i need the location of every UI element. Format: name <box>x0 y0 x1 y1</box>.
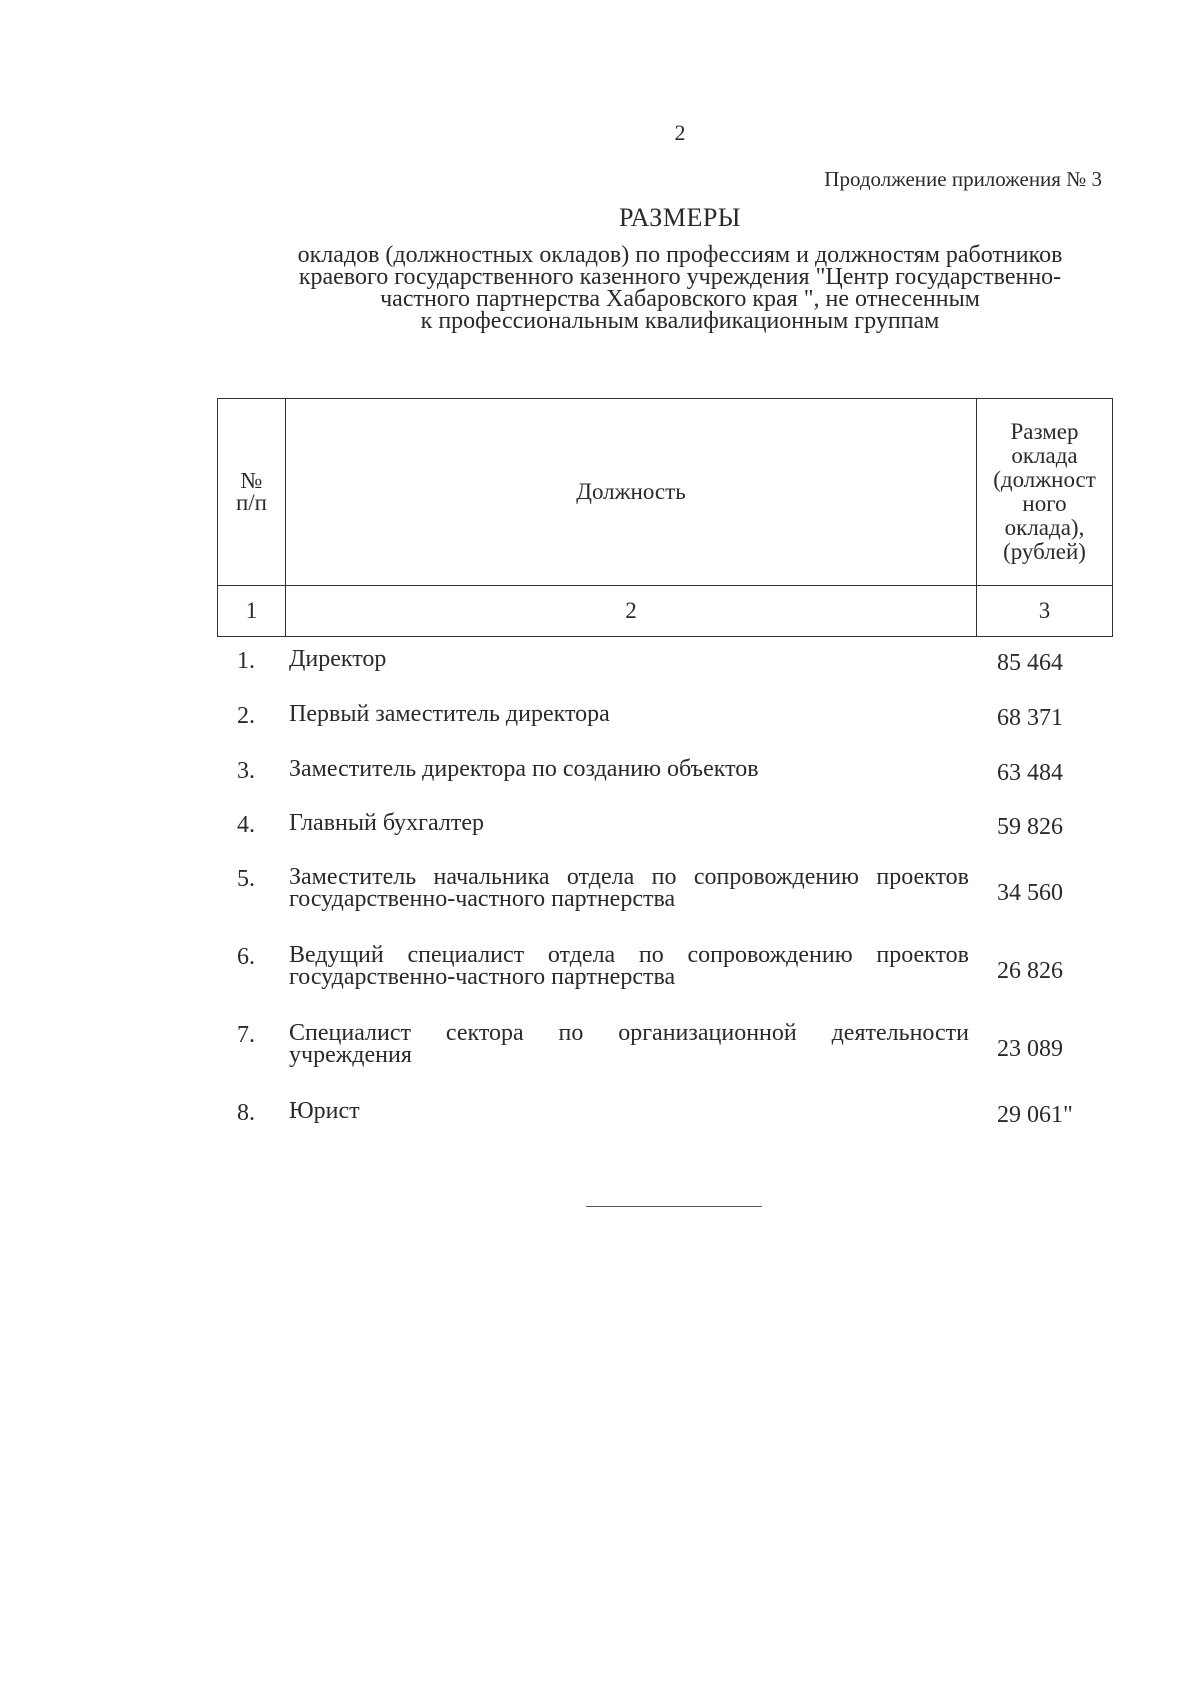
row-number: 2. <box>237 703 255 729</box>
row-position: Первый заместитель директора <box>289 701 610 727</box>
subtitle-line: частного партнерства Хабаровского края ", не отнесенным <box>380 286 980 312</box>
column-index: 2 <box>286 586 977 637</box>
row-position: Ведущий специалист отдела по сопровождению проектов государственно-частного партнерства <box>289 942 969 990</box>
header-size-line: (рублей) <box>1003 539 1086 564</box>
document-title: РАЗМЕРЫ <box>619 203 741 232</box>
row-number: 5. <box>237 866 255 892</box>
row-number: 1. <box>237 648 255 674</box>
row-number: 3. <box>237 758 255 784</box>
header-size-line: оклада <box>1011 443 1078 468</box>
header-number-line: п/п <box>235 490 267 515</box>
row-position: Специалист сектора по организационной деятельности учреждения <box>289 1020 969 1068</box>
column-index: 3 <box>977 586 1113 637</box>
subtitle-line: к профессиональным квалификационным группам <box>420 308 940 334</box>
row-number: 8. <box>237 1100 255 1126</box>
row-number: 6. <box>237 944 255 970</box>
row-salary: 85 464 <box>997 650 1063 676</box>
row-salary: 68 371 <box>997 705 1063 731</box>
header-number <box>218 399 286 586</box>
row-position: Директор <box>289 646 387 672</box>
row-number: 4. <box>237 812 255 838</box>
header-salary-size <box>977 399 1113 586</box>
end-divider <box>586 1206 762 1207</box>
header-size-line: Размер <box>1010 419 1079 444</box>
column-index: 1 <box>218 586 286 637</box>
row-salary: 59 826 <box>997 814 1063 840</box>
row-salary: 29 061" <box>997 1102 1073 1128</box>
document-subtitle <box>240 244 1120 332</box>
header-size-line: оклада), <box>1004 515 1085 540</box>
page-number: 2 <box>674 120 686 145</box>
header-size-line: ного <box>1022 491 1067 516</box>
row-salary: 26 826 <box>997 958 1063 984</box>
row-position: Заместитель директора по созданию объектов <box>289 756 759 782</box>
appendix-note: Продолжение приложения № 3 <box>824 167 1102 191</box>
header-position: Должность <box>286 399 977 586</box>
row-position: Главный бухгалтер <box>289 810 484 836</box>
row-position: Юрист <box>289 1098 360 1124</box>
row-position: Заместитель начальника отдела по сопровождению проектов государственно-частного партнерства <box>289 864 969 912</box>
salary-table-header <box>217 398 1113 637</box>
row-salary: 63 484 <box>997 760 1063 786</box>
subtitle-line: краевого государственного казенного учреждения "Центр государственно- <box>298 264 1062 290</box>
subtitle-line: окладов (должностных окладов) по профессиям и должностям работников <box>297 242 1063 268</box>
header-number-line: № <box>240 468 263 493</box>
header-size-line: (должност <box>993 467 1096 492</box>
row-number: 7. <box>237 1022 255 1048</box>
row-salary: 34 560 <box>997 880 1063 906</box>
row-salary: 23 089 <box>997 1036 1063 1062</box>
